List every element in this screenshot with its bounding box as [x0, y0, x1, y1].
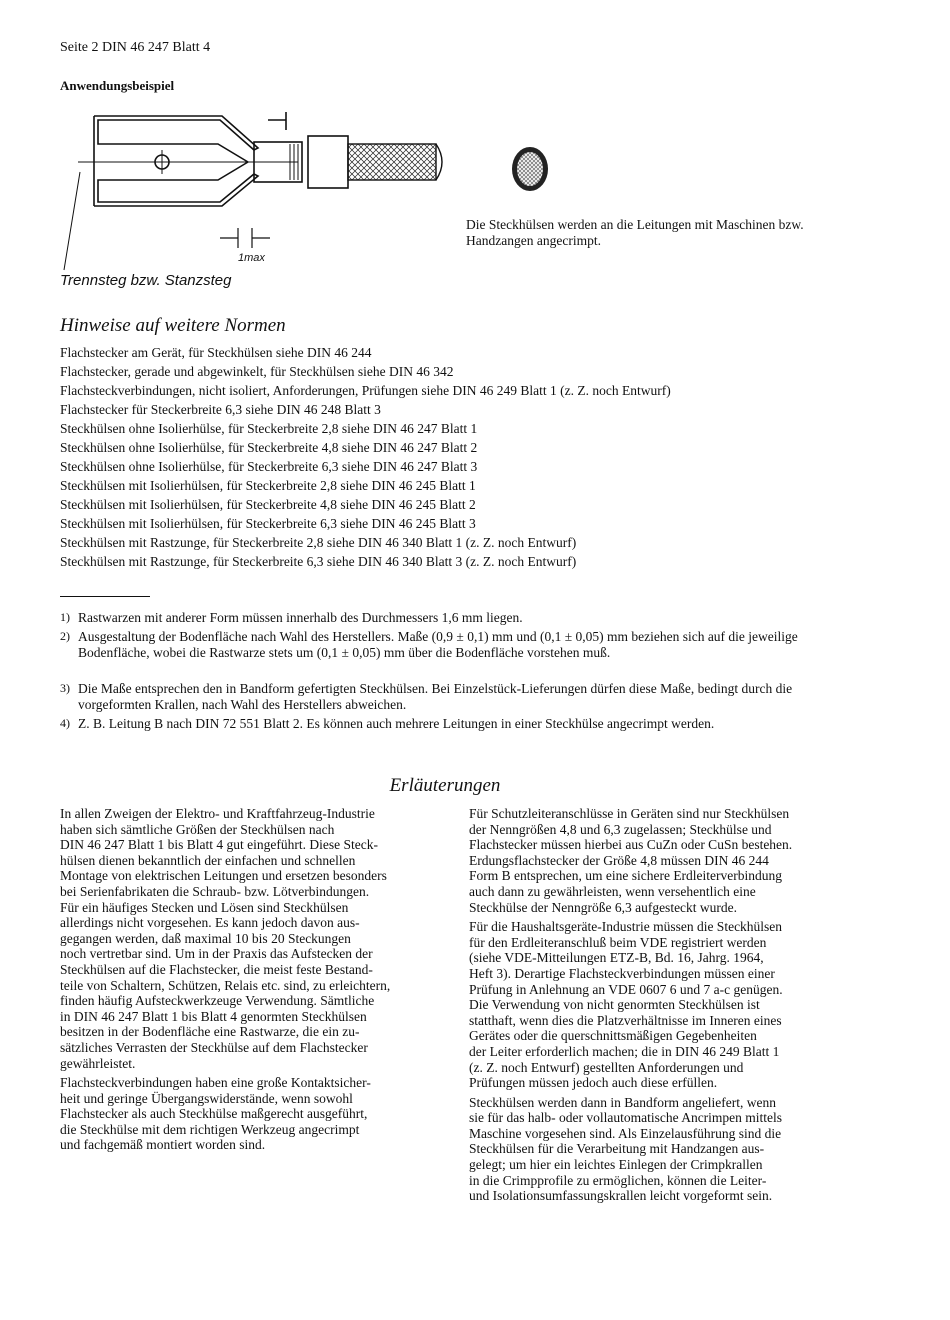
footnote-1 — [60, 610, 850, 626]
norm-item: Flachstecker am Gerät, für Steckhülsen siehe DIN 46 244 — [60, 345, 372, 360]
paragraph: Steckhülsen werden dann in Bandform angeliefert, wenn sie für das halb- oder vollautomatische Ancrimpen mittels Maschine vorgesehen sind. Als Einzelausführung sind die Steckhülsen für die Verarbeitung mit Handzangen aus- gelegt; um hier ein leichtes Einlegen der Crimpkrallen in die Crimpprofile zu ermöglichen, können die Leiter- und Isolationsumfassungskrallen leicht vorgeformt sein. — [469, 1094, 783, 1204]
footnote-text: Die Maße entsprechen den in Bandform gefertigten Steckhülsen. Bei Einzelstück-Lieferungen dürfen diese Maße, bedingt durch die vorgeformten Krallen, nach Wahl des Herstellers abweichen. — [78, 681, 793, 712]
norm-item: Flachstecker, gerade und abgewinkelt, für Steckhülsen siehe DIN 46 342 — [60, 364, 454, 379]
norm-item: Steckhülsen ohne Isolierhülse, für Steckerbreite 2,8 siehe DIN 46 247 Blatt 1 — [60, 421, 478, 436]
paragraph: Flachsteckverbindungen haben eine große Kontaktsicher- heit und geringe Übergangswiderstände, wenn sowohl Flachstecker als auch Steckhülse maßgerecht ausgeführt, die Steckhülse mit dem richtigen Werkzeug angecrimpt und fachgemäß montiert worden sind. — [60, 1075, 371, 1153]
footnote-number: 4) — [60, 716, 70, 730]
footnote-text: Rastwarzen mit anderer Form müssen innerhalb des Durchmessers 1,6 mm liegen. — [78, 610, 523, 625]
norms-heading: Hinweise auf weitere Normen — [60, 315, 286, 336]
explanations-heading: Erläuterungen — [389, 775, 501, 796]
dimension-label-lmax: 1max — [238, 252, 265, 264]
norm-item: Steckhülsen ohne Isolierhülse, für Steckerbreite 4,8 siehe DIN 46 247 Blatt 2 — [60, 440, 478, 455]
cable-cross-section — [506, 143, 554, 195]
footnote-divider — [60, 596, 150, 597]
explanations-left-column — [60, 806, 452, 1157]
footnote-4 — [60, 716, 850, 732]
footnote-number: 3) — [60, 681, 70, 695]
paragraph: Für die Haushaltsgeräte-Industrie müssen die Steckhülsen für den Erdleiteranschluß beim VDE registriert werden (siehe VDE-Mitteilungen ETZ-B, Bd. 16, Jahrg. 1964, Heft 3). Derartige Flachsteckverbindungen müssen einer Prüfung in Anlehnung an VDE 0607 6 und 7 a-c genügen. Die Verwendung von nicht genormten Steckhülsen ist statthaft, wenn dies die Platzverhältnisse im Inneren eines Gerätes oder die querschnittsmäßigen Gegebenheiten der Leiter erforderlich machen; die in DIN 46 249 Blatt 1 (z. Z. noch Entwurf) gestellten Anforderungen und Prüfungen müssen jedoch auch diese erfüllen. — [469, 919, 783, 1091]
example-title: Anwendungsbeispiel — [60, 78, 175, 93]
norm-item: Steckhülsen mit Rastzunge, für Steckerbreite 2,8 siehe DIN 46 340 Blatt 1 (z. Z. noch Entwurf) — [60, 535, 577, 550]
explanations-right-column — [469, 806, 861, 1208]
footnote-number: 2) — [60, 629, 70, 643]
crimp-connector-drawing — [58, 102, 478, 292]
footnote-number: 1) — [60, 610, 70, 624]
separator-label: Trennsteg bzw. Stanzsteg — [60, 272, 232, 289]
norm-item: Steckhülsen mit Isolierhülsen, für Steckerbreite 6,3 siehe DIN 46 245 Blatt 3 — [60, 516, 476, 531]
paragraph: In allen Zweigen der Elektro- und Kraftfahrzeug-Industrie haben sich sämtliche Größen der Steckhülsen nach DIN 46 247 Blatt 1 bis Blatt 4 gut eingeführt. Diese Steck- hülsen dienen bekanntlich der einfachen und schnellen Montage von elektrischen Leitungen und ersetzen besonders bei Serienfabrikaten die Schraub- bzw. Lötverbindungen. Für ein häufiges Stecken und Lösen sind Steckhülsen allerdings nicht vorgesehen. Es kann jedoch davon aus- gegangen werden, daß maximal 10 bis 20 Steckungen noch vertretbar sind. Um in der Praxis das Aufstecken der Steckhülsen auf die Flachstecker, die meist feste Bestand- teile von Schaltern, Schützen, Relais etc. sind, zu erleichtern, finden häufig Aufsteckwerkzeuge Verwendung. Sämtliche in DIN 46 247 Blatt 1 bis Blatt 4 genormten Steckhülsen besitzen in der Bodenfläche eine Rastwarze, die ein zu- sätzliches Verrasten der Steckhülse auf dem Flachstecker gewährleistet. — [60, 806, 391, 1071]
footnote-2 — [60, 629, 850, 660]
example-caption: Die Steckhülsen werden an die Leitungen mit Maschinen bzw. Handzangen angecrimpt. — [466, 217, 804, 248]
norm-item: Flachsteckverbindungen, nicht isoliert, Anforderungen, Prüfungen siehe DIN 46 249 Blatt 1 (z. Z. noch Entwurf) — [60, 383, 671, 398]
paragraph: Für Schutzleiteranschlüsse in Geräten sind nur Steckhülsen der Nenngrößen 4,8 und 6,3 zugelassen; Steckhülse und Flachstecker müssen hierbei aus CuZn oder CuSn bestehen. Erdungsflachstecker der Größe 4,8 müssen DIN 46 244 Form B entsprechen, um eine sichere Erdleiterverbindung auch dann zu gewährleisten, wenn versehentlich eine Steckhülse der Nenngröße 6,3 aufgesteckt wurde. — [469, 806, 793, 915]
norm-item: Steckhülsen mit Isolierhülsen, für Steckerbreite 2,8 siehe DIN 46 245 Blatt 1 — [60, 478, 476, 493]
footnote-3 — [60, 681, 850, 712]
norm-item: Flachstecker für Steckerbreite 6,3 siehe DIN 46 248 Blatt 3 — [60, 402, 381, 417]
footnote-text: Z. B. Leitung B nach DIN 72 551 Blatt 2. Es können auch mehrere Leitungen in einer Steckhülse angecrimpt werden. — [78, 716, 715, 731]
norm-item: Steckhülsen mit Isolierhülsen, für Steckerbreite 4,8 siehe DIN 46 245 Blatt 2 — [60, 497, 476, 512]
page-header: Seite 2 DIN 46 247 Blatt 4 — [60, 40, 211, 55]
footnote-text: Ausgestaltung der Bodenfläche nach Wahl des Herstellers. Maße (0,9 ± 0,1) mm und (0,1 ± 0,05) mm beziehen sich auf die jeweilige Bodenfläche, wobei die Rastwarze stets um (0,1 ± 0,05) mm über die Bodenfläche vorstehen muß. — [78, 629, 798, 660]
norms-list — [60, 343, 920, 571]
norm-item: Steckhülsen ohne Isolierhülse, für Steckerbreite 6,3 siehe DIN 46 247 Blatt 3 — [60, 459, 478, 474]
norm-item: Steckhülsen mit Rastzunge, für Steckerbreite 6,3 siehe DIN 46 340 Blatt 3 (z. Z. noch Entwurf) — [60, 554, 577, 569]
